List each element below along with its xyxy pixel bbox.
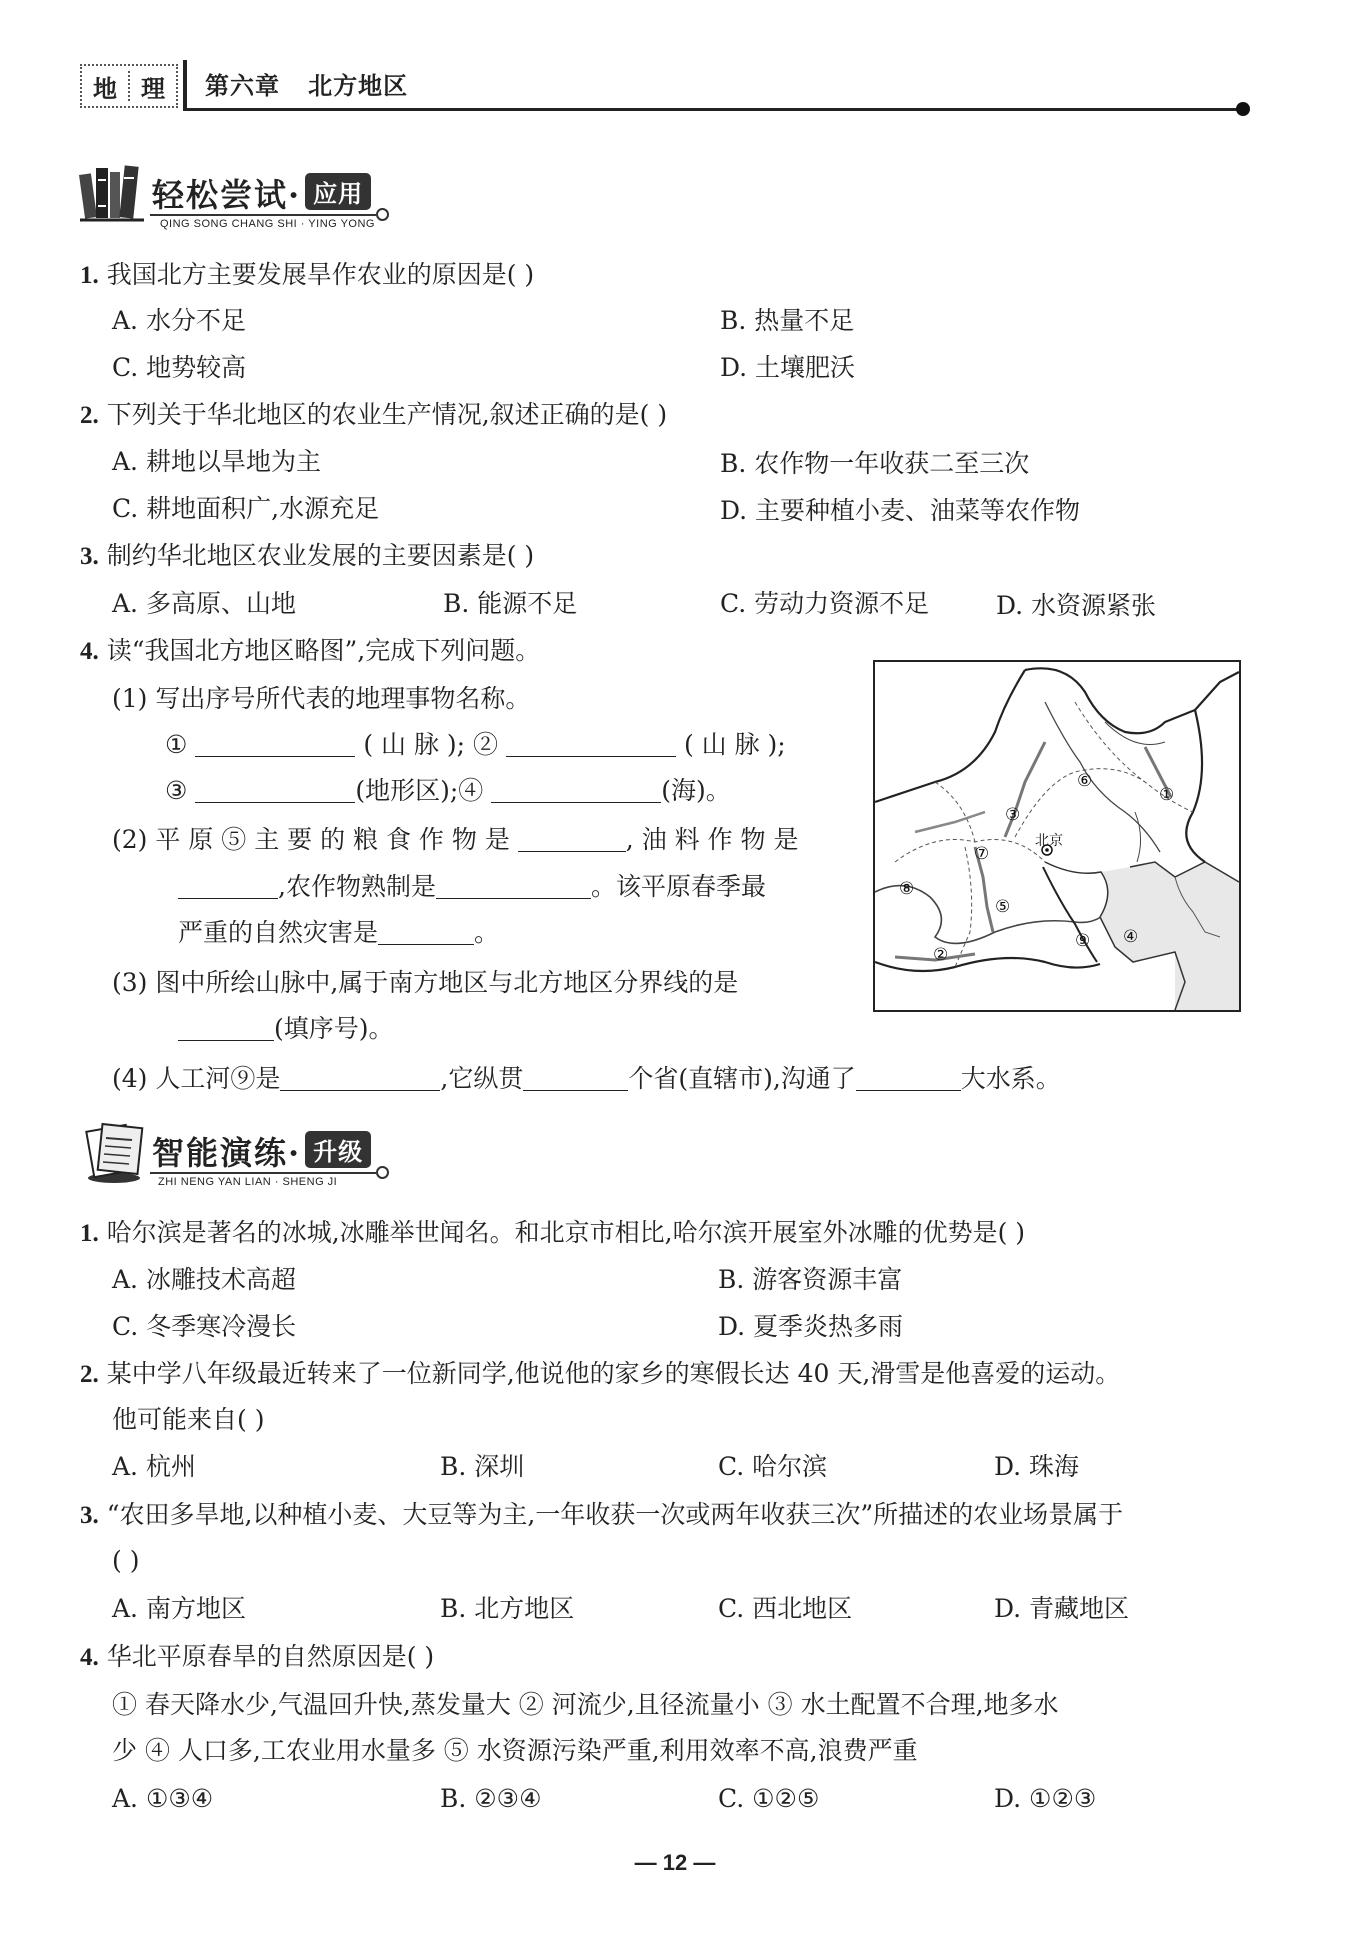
header-rule-end-dot [1236, 102, 1250, 116]
map-marker-5: ⑤ [995, 897, 1011, 917]
north-china-map [873, 660, 1241, 1012]
blank-2-mountain[interactable] [506, 732, 676, 757]
section1-ring [376, 208, 389, 221]
s1-q3-number: 3. [80, 543, 99, 570]
s2-q4-statements-line2: 少 ④ 人口多,工农业用水量多 ⑤ 水资源污染严重,利用效率不高,浪费严重 [112, 1736, 918, 1765]
newspaper-icon [78, 1118, 150, 1186]
s2-q2-stem [80, 1359, 1120, 1390]
blank-cropping-system[interactable] [436, 874, 591, 899]
marker-3: ③ [165, 776, 188, 805]
s1-q1-number: 1. [80, 262, 99, 289]
section2-underline [150, 1172, 376, 1174]
part4-text-c: 个省(直辖市),沟通了 [628, 1064, 856, 1093]
s2-q3-text: “农田多旱地,以种植小麦、大豆等为主,一年收获一次或两年收获三次”所描述的农业场景属于 [106, 1500, 1124, 1529]
s2-q4-option-c: C. ①②⑤ [718, 1784, 820, 1813]
blank-1-mountain[interactable] [195, 732, 355, 757]
chapter-title: 第六章 北方地区 [205, 71, 409, 100]
s1-q4-part4 [112, 1064, 1061, 1094]
map-marker-7: ⑦ [974, 844, 990, 864]
blank-oil-crop[interactable] [178, 874, 278, 899]
books-icon [78, 160, 150, 226]
section2-ring [376, 1166, 389, 1179]
map-beijing-label: 北京 [1035, 833, 1063, 849]
map-marker-8: ⑧ [899, 879, 915, 899]
map-marker-9: ⑨ [1075, 931, 1091, 951]
s2-q2-number: 2. [80, 1361, 99, 1388]
s1-q4-number: 4. [80, 638, 99, 665]
s2-q4-number: 4. [80, 1644, 99, 1671]
part4-text-d: 大水系。 [960, 1064, 1061, 1093]
s1-q4-stem [80, 636, 540, 667]
map-marker-1: ① [1159, 785, 1175, 805]
s2-q1-number: 1. [80, 1220, 99, 1247]
s2-q1-option-c: C. 冬季寒冷漫长 [112, 1312, 297, 1341]
s1-q4-part1-line1 [165, 730, 786, 760]
blank-boundary-mountain[interactable] [178, 1016, 274, 1041]
s2-q3-option-a: A. 南方地区 [112, 1594, 246, 1623]
s2-q2-option-c: C. 哈尔滨 [718, 1452, 828, 1481]
s1-q2-stem [80, 400, 667, 431]
section2-title [152, 1128, 371, 1174]
s2-q4-statements-line1: ① 春天降水少,气温回升快,蒸发量大 ② 河流少,且径流量小 ③ 水土配置不合理,地多水 [112, 1690, 1059, 1719]
map-marker-3: ③ [1005, 805, 1021, 825]
s2-q1-option-b: B. 游客资源丰富 [718, 1265, 903, 1294]
s1-q3-option-d: D. 水资源紧张 [996, 591, 1157, 620]
section1-title [152, 170, 371, 216]
s2-q4-text: 华北平原春旱的自然原因是( ) [106, 1642, 435, 1671]
map-svg [875, 662, 1239, 1010]
part2-text-b: , 油 料 作 物 是 [625, 825, 799, 854]
s2-q4-option-d: D. ①②③ [994, 1784, 1097, 1813]
s2-q2-option-b: B. 深圳 [440, 1452, 525, 1481]
s2-q2-option-a: A. 杭州 [112, 1452, 196, 1481]
part2-text-a: (2) 平 原 ⑤ 主 要 的 粮 食 作 物 是 [112, 825, 510, 854]
s2-q3-stem [80, 1500, 1123, 1531]
part2-text-d: 。该平原春季最 [590, 872, 766, 901]
s1-q4-part1: (1) 写出序号所代表的地理事物名称。 [112, 684, 531, 713]
marker-1: ① [165, 730, 188, 759]
part2-text-f: 。 [474, 918, 500, 947]
part2-text-c: ,农作物熟制是 [278, 872, 436, 901]
blank-province-count[interactable] [523, 1066, 628, 1091]
page-number: — 12 — [634, 1850, 716, 1875]
s2-q3-option-b: B. 北方地区 [440, 1594, 575, 1623]
s1-q4-part2-line1 [112, 825, 798, 855]
subject-char-2: 理 [141, 73, 165, 103]
map-marker-4: ④ [1123, 927, 1139, 947]
s1-q1-option-a: A. 水分不足 [112, 306, 246, 335]
s1-q4-part3-line2 [178, 1014, 394, 1044]
blank-disaster[interactable] [378, 920, 474, 945]
s1-q1-stem [80, 260, 534, 291]
section1-tag: 应用 [305, 173, 371, 210]
blank-canal-name[interactable] [280, 1066, 440, 1091]
blank-river-count[interactable] [856, 1066, 961, 1091]
blank-3-landform[interactable] [195, 778, 355, 803]
s2-q2-option-d: D. 珠海 [994, 1452, 1080, 1481]
s2-q2-text: 某中学八年级最近转来了一位新同学,他说他的家乡的寒假长达 40 天,滑雪是他喜爱的运动。 [106, 1359, 1121, 1388]
s2-q3-number: 3. [80, 1502, 99, 1529]
part3-text-b: (填序号)。 [274, 1014, 394, 1043]
blank-grain-crop[interactable] [518, 827, 626, 852]
label-mountain-2: ( 山 脉 ); ② [363, 730, 499, 759]
section1-title-text: 轻松尝试· [152, 176, 302, 214]
map-marker-6: ⑥ [1077, 771, 1093, 791]
s2-q3-option-c: C. 西北地区 [718, 1594, 853, 1623]
s1-q1-option-d: D. 土壤肥沃 [720, 353, 856, 382]
s2-q4-option-a: A. ①③④ [112, 1784, 214, 1813]
s1-q3-option-b: B. 能源不足 [443, 589, 578, 618]
section1-subtitle: QING SONG CHANG SHI · YING YONG [160, 218, 375, 230]
header-separator [183, 60, 187, 108]
label-mountain-end: ( 山 脉 ); [683, 730, 786, 759]
s1-q4-text: 读“我国北方地区略图”,完成下列问题。 [106, 636, 541, 665]
s1-q3-text: 制约华北地区农业发展的主要因素是( ) [106, 541, 535, 570]
part4-text-b: ,它纵贯 [440, 1064, 524, 1093]
s2-q1-option-d: D. 夏季炎热多雨 [718, 1312, 904, 1341]
s1-q2-option-d: D. 主要种植小麦、油菜等农作物 [720, 496, 1081, 525]
s1-q4-part1-line2 [165, 776, 731, 806]
section2-tag: 升级 [305, 1131, 371, 1168]
subject-char-1: 地 [93, 73, 117, 103]
s1-q1-option-c: C. 地势较高 [112, 353, 247, 382]
s1-q4-part2-line3 [178, 918, 499, 948]
part2-text-e: 严重的自然灾害是 [178, 918, 379, 947]
s2-q1-text: 哈尔滨是著名的冰城,冰雕举世闻名。和北京市相比,哈尔滨开展室外冰雕的优势是( ) [106, 1218, 1026, 1247]
s1-q2-number: 2. [80, 402, 99, 429]
s1-q3-option-c: C. 劳动力资源不足 [720, 589, 930, 618]
s1-q3-stem [80, 541, 534, 572]
s2-q1-stem [80, 1218, 1025, 1249]
s2-q3-stem-cont: ( ) [112, 1546, 140, 1575]
subject-label-box [80, 64, 178, 108]
label-sea: (海)。 [661, 776, 731, 805]
blank-4-sea[interactable] [491, 778, 661, 803]
map-marker-2: ② [933, 945, 949, 965]
s2-q4-stem [80, 1642, 434, 1673]
s2-q2-stem-cont: 他可能来自( ) [112, 1405, 265, 1434]
s1-q1-option-b: B. 热量不足 [720, 306, 855, 335]
s2-q3-option-d: D. 青藏地区 [994, 1594, 1130, 1623]
s1-q3-option-a: A. 多高原、山地 [112, 589, 296, 618]
s2-q1-option-a: A. 冰雕技术高超 [112, 1265, 296, 1294]
s1-q2-text: 下列关于华北地区的农业生产情况,叙述正确的是( ) [106, 400, 668, 429]
s1-q4-part2-line2 [178, 872, 766, 902]
s1-q2-option-b: B. 农作物一年收获二至三次 [720, 449, 1030, 478]
header-rule [183, 108, 1243, 111]
section2-title-text: 智能演练· [152, 1134, 302, 1172]
s1-q2-option-a: A. 耕地以旱地为主 [112, 447, 321, 476]
part4-text-a: (4) 人工河⑨是 [112, 1064, 281, 1093]
s1-q2-option-c: C. 耕地面积广,水源充足 [112, 494, 380, 523]
label-landform-4: (地形区);④ [355, 776, 484, 805]
section2-subtitle: ZHI NENG YAN LIAN · SHENG JI [158, 1176, 338, 1188]
s1-q4-part3-line1: (3) 图中所绘山脉中,属于南方地区与北方地区分界线的是 [112, 968, 739, 997]
s2-q4-option-b: B. ②③④ [440, 1784, 542, 1813]
s1-q1-text: 我国北方主要发展旱作农业的原因是( ) [106, 260, 535, 289]
section1-underline [150, 214, 376, 216]
